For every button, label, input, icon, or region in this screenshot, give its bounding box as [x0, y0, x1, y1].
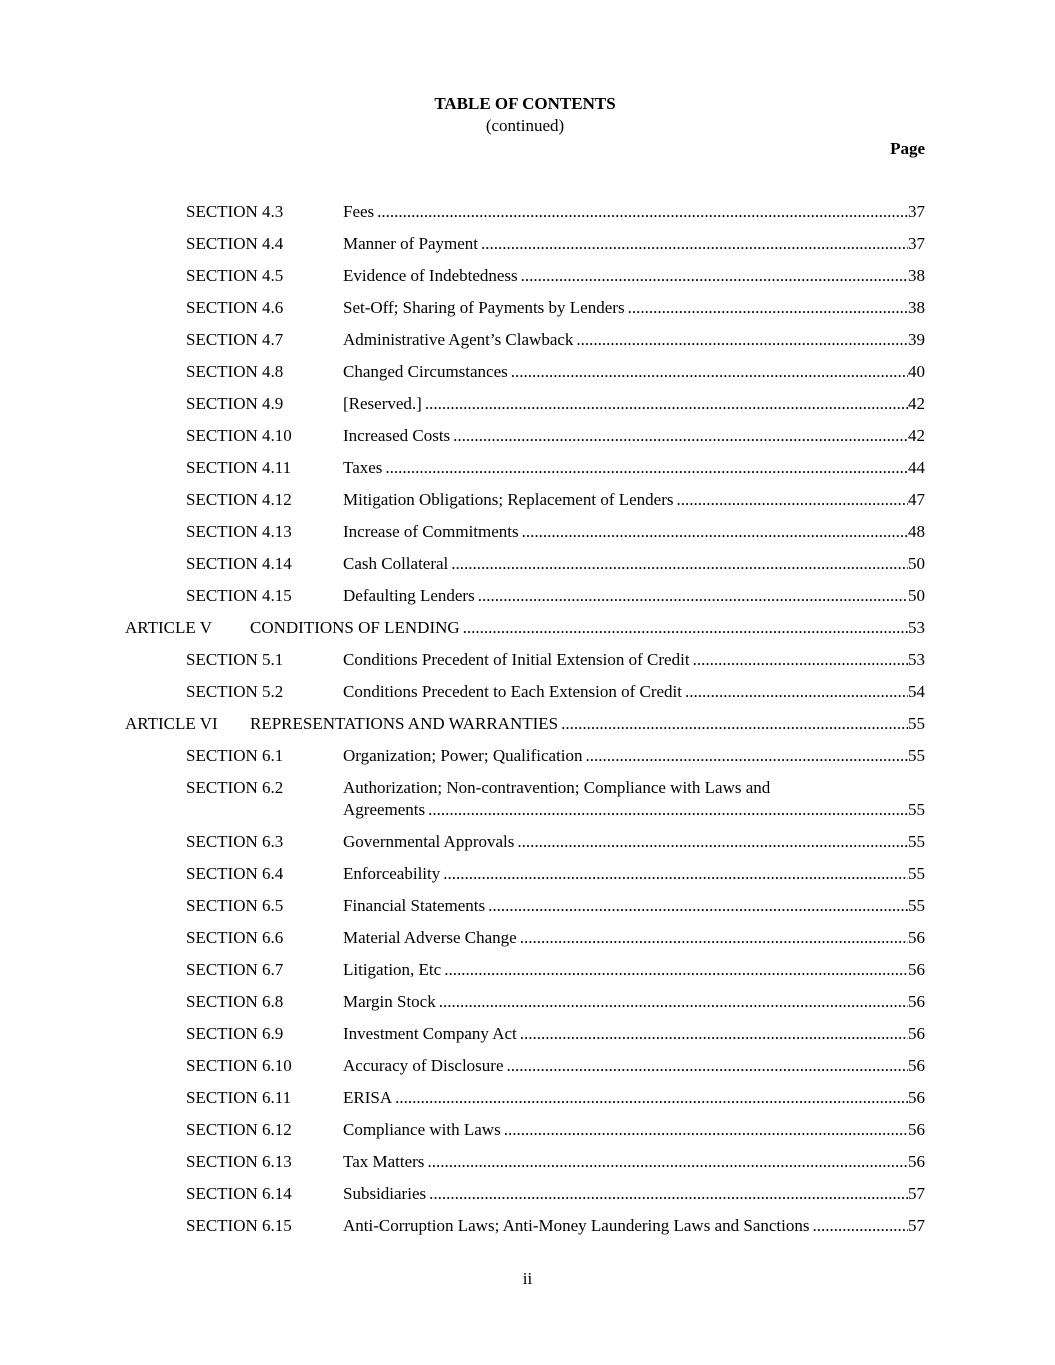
- toc-entry-body: [343, 745, 925, 767]
- toc-entry-title: Material Adverse Change: [343, 928, 517, 947]
- toc-entry-title: Governmental Approvals: [343, 832, 515, 851]
- doc-subtitle: (continued): [485, 116, 565, 135]
- toc-row: [125, 1023, 925, 1045]
- toc-entry-title: Litigation, Etc: [343, 960, 442, 979]
- toc-entry-label: SECTION 5.1: [186, 650, 284, 669]
- toc-entry-title-line2-row: [343, 799, 925, 821]
- dot-leader: [504, 1119, 908, 1141]
- toc-entry-body: [343, 361, 925, 383]
- toc-entry-label: SECTION 4.15: [186, 586, 292, 605]
- toc-row: [125, 393, 925, 415]
- toc-entry-title: Authorization; Non-contravention; Compliance with Laws and: [343, 778, 771, 797]
- toc-entry-title: Mitigation Obligations; Replacement of Lenders: [343, 490, 674, 509]
- dot-leader: [685, 681, 908, 703]
- dot-leader: [488, 895, 908, 917]
- toc-entry-body: [343, 895, 925, 917]
- toc-entry-label: SECTION 6.8: [186, 992, 284, 1011]
- toc-entry-page: 39: [908, 330, 925, 349]
- toc-entry-label: SECTION 4.7: [186, 330, 284, 349]
- toc-entry-page: 55: [908, 832, 925, 851]
- toc-row: [125, 991, 925, 1013]
- toc-entry-page: 53: [908, 650, 925, 669]
- toc-entry-label: SECTION 4.13: [186, 522, 292, 541]
- toc-entry-page: 42: [908, 426, 925, 445]
- toc-entry-title: Manner of Payment: [343, 234, 479, 253]
- toc-entry-label: SECTION 4.9: [186, 394, 284, 413]
- toc-row: [125, 1087, 925, 1109]
- dot-leader: [586, 745, 908, 767]
- document-header: [125, 93, 925, 160]
- toc-entry-title: Evidence of Indebtedness: [343, 266, 518, 285]
- toc-entry-title: Increased Costs: [343, 426, 451, 445]
- toc-entries: [125, 201, 925, 1237]
- dot-leader: [385, 457, 908, 479]
- dot-leader: [443, 863, 908, 885]
- doc-title: TABLE OF CONTENTS: [434, 94, 616, 113]
- dot-leader: [481, 233, 908, 255]
- toc-entry-body: [343, 393, 925, 415]
- dot-leader: [520, 927, 908, 949]
- toc-entry-page: 53: [908, 618, 925, 637]
- toc-entry-page: 56: [908, 1056, 925, 1075]
- toc-entry-body: [343, 831, 925, 853]
- toc-entry-label: SECTION 6.7: [186, 960, 284, 979]
- toc-entry-label: SECTION 6.12: [186, 1120, 292, 1139]
- toc-entry-body: [343, 1087, 925, 1109]
- toc-row: [125, 681, 925, 703]
- toc-entry-body: [343, 233, 925, 255]
- dot-leader: [812, 1215, 908, 1237]
- toc-entry-page: 55: [908, 714, 925, 733]
- toc-entry-body: [343, 959, 925, 981]
- toc-row: [125, 425, 925, 447]
- toc-entry-title: Margin Stock: [343, 992, 436, 1011]
- toc-entry-label: SECTION 6.13: [186, 1152, 292, 1171]
- toc-entry-body: [343, 201, 925, 223]
- toc-row: [125, 831, 925, 853]
- toc-row: [125, 361, 925, 383]
- toc-entry-label: SECTION 4.5: [186, 266, 284, 285]
- toc-entry-label: SECTION 4.4: [186, 234, 284, 253]
- toc-entry-label: ARTICLE V: [125, 618, 212, 637]
- dot-leader: [511, 361, 908, 383]
- toc-entry-title: Conditions Precedent of Initial Extension of Credit: [343, 650, 690, 669]
- toc-entry-page: 55: [908, 746, 925, 765]
- toc-entry-label: SECTION 4.3: [186, 202, 284, 221]
- toc-entry-label: SECTION 4.14: [186, 554, 292, 573]
- toc-entry-title: CONDITIONS OF LENDING: [250, 618, 460, 637]
- toc-entry-page: 57: [908, 1184, 925, 1203]
- toc-entry-body: [343, 585, 925, 607]
- toc-row: [125, 617, 925, 639]
- toc-entry-page: 56: [908, 992, 925, 1011]
- dot-leader: [507, 1055, 909, 1077]
- dot-leader: [561, 713, 908, 735]
- toc-entry-page: 57: [908, 1216, 925, 1235]
- toc-row: [125, 489, 925, 511]
- toc-entry-body: [343, 777, 925, 821]
- toc-entry-title: Enforceability: [343, 864, 441, 883]
- toc-entry-body: [343, 521, 925, 543]
- toc-row: [125, 1119, 925, 1141]
- toc-row: [125, 863, 925, 885]
- toc-entry-body: [343, 1119, 925, 1141]
- dot-leader: [428, 799, 908, 821]
- toc-row: [125, 297, 925, 319]
- toc-entry-page: 38: [908, 266, 925, 285]
- toc-entry-body: [343, 489, 925, 511]
- toc-entry-page: 44: [908, 458, 925, 477]
- toc-row: [125, 927, 925, 949]
- toc-entry-body: [250, 713, 925, 735]
- toc-entry-label: SECTION 4.8: [186, 362, 284, 381]
- footer-page-number: ii: [522, 1269, 533, 1288]
- toc-entry-title: Cash Collateral: [343, 554, 449, 573]
- toc-entry-label: SECTION 6.14: [186, 1184, 292, 1203]
- toc-entry-label: SECTION 6.11: [186, 1088, 292, 1107]
- dot-leader: [444, 959, 908, 981]
- toc-entry-label: SECTION 6.5: [186, 896, 284, 915]
- dot-leader: [463, 617, 908, 639]
- page-footer: [0, 1268, 1055, 1290]
- toc-entry-body: [343, 1183, 925, 1205]
- toc-entry-page: 37: [908, 202, 925, 221]
- dot-leader: [395, 1087, 908, 1109]
- toc-entry-page: 37: [908, 234, 925, 253]
- toc-entry-body: [343, 553, 925, 575]
- toc-entry-label: SECTION 4.12: [186, 490, 292, 509]
- toc-entry-body: [343, 681, 925, 703]
- toc-row: [125, 895, 925, 917]
- toc-entry-body: [343, 329, 925, 351]
- toc-entry-label: SECTION 6.2: [186, 778, 284, 797]
- toc-row: [125, 649, 925, 671]
- toc-entry-title: Subsidiaries: [343, 1184, 427, 1203]
- toc-entry-body: [343, 1151, 925, 1173]
- toc-row: [125, 1151, 925, 1173]
- dot-leader: [576, 329, 908, 351]
- toc-entry-body: [343, 1215, 925, 1237]
- toc-entry-title: Accuracy of Disclosure: [343, 1056, 504, 1075]
- dot-leader: [429, 1183, 908, 1205]
- toc-entry-page: 50: [908, 586, 925, 605]
- dot-leader: [520, 1023, 908, 1045]
- toc-entry-label: SECTION 4.6: [186, 298, 284, 317]
- toc-entry-label: SECTION 6.15: [186, 1216, 292, 1235]
- toc-row: [125, 1183, 925, 1205]
- toc-entry-body: [343, 1023, 925, 1045]
- dot-leader: [439, 991, 908, 1013]
- toc-entry-page: 54: [908, 682, 925, 701]
- dot-leader: [676, 489, 908, 511]
- toc-entry-page: 56: [908, 1120, 925, 1139]
- dot-leader: [521, 265, 908, 287]
- toc-entry-page: 55: [908, 896, 925, 915]
- toc-entry-title: Compliance with Laws: [343, 1120, 501, 1139]
- toc-row: [125, 265, 925, 287]
- toc-entry-page: 40: [908, 362, 925, 381]
- toc-entry-page: 38: [908, 298, 925, 317]
- toc-entry-page: 42: [908, 394, 925, 413]
- dot-leader: [517, 831, 908, 853]
- toc-entry-title: ERISA: [343, 1088, 393, 1107]
- toc-entry-label: SECTION 5.2: [186, 682, 284, 701]
- toc-entry-title-continued: Agreements: [343, 800, 426, 819]
- toc-entry-page: 56: [908, 960, 925, 979]
- toc-row: [125, 521, 925, 543]
- toc-entry-body: [343, 457, 925, 479]
- toc-entry-body: [343, 1055, 925, 1077]
- toc-entry-label: SECTION 4.11: [186, 458, 292, 477]
- toc-entry-body: [343, 297, 925, 319]
- dot-leader: [628, 297, 908, 319]
- toc-entry-page: 47: [908, 490, 925, 509]
- toc-entry-body: [250, 617, 925, 639]
- toc-entry-title: Fees: [343, 202, 375, 221]
- toc-row: [125, 745, 925, 767]
- toc-entry-label: SECTION 6.9: [186, 1024, 284, 1043]
- dot-leader: [377, 201, 908, 223]
- toc-entry-label: SECTION 6.6: [186, 928, 284, 947]
- toc-entry-title: Taxes: [343, 458, 383, 477]
- toc-entry-page: 56: [908, 1088, 925, 1107]
- dot-leader: [451, 553, 908, 575]
- toc-entry-title: Set-Off; Sharing of Payments by Lenders: [343, 298, 625, 317]
- toc-entry-page: 56: [908, 928, 925, 947]
- toc-entry-title: [Reserved.]: [343, 394, 422, 413]
- toc-entry-body: [343, 425, 925, 447]
- toc-entry-page: 56: [908, 1152, 925, 1171]
- toc-row: [125, 585, 925, 607]
- toc-entry-title: Organization; Power; Qualification: [343, 746, 583, 765]
- toc-entry-title: Tax Matters: [343, 1152, 425, 1171]
- toc-entry-page: 48: [908, 522, 925, 541]
- toc-entry-label: ARTICLE VI: [125, 714, 218, 733]
- toc-entry-title: Increase of Commitments: [343, 522, 519, 541]
- toc-entry-page: 55: [908, 800, 925, 819]
- toc-row: [125, 777, 925, 821]
- toc-row: [125, 201, 925, 223]
- dot-leader: [693, 649, 908, 671]
- toc-entry-title: Administrative Agent’s Clawback: [343, 330, 574, 349]
- toc-entry-page: 50: [908, 554, 925, 573]
- toc-entry-body: [343, 863, 925, 885]
- toc-entry-body: [343, 265, 925, 287]
- dot-leader: [427, 1151, 908, 1173]
- toc-entry-label: SECTION 6.3: [186, 832, 284, 851]
- toc-entry-label: SECTION 6.10: [186, 1056, 292, 1075]
- dot-leader: [522, 521, 908, 543]
- toc-row: [125, 233, 925, 255]
- toc-entry-title: Defaulting Lenders: [343, 586, 475, 605]
- toc-entry-body: [343, 927, 925, 949]
- toc-row: [125, 457, 925, 479]
- toc-entry-page: 55: [908, 864, 925, 883]
- toc-entry-title: Investment Company Act: [343, 1024, 517, 1043]
- toc-entry-label: SECTION 4.10: [186, 426, 292, 445]
- toc-entry-title: REPRESENTATIONS AND WARRANTIES: [250, 714, 559, 733]
- toc-row: [125, 713, 925, 735]
- dot-leader: [425, 393, 908, 415]
- toc-row: [125, 1215, 925, 1237]
- dot-leader: [453, 425, 908, 447]
- toc-row: [125, 1055, 925, 1077]
- toc-entry-title: Conditions Precedent to Each Extension of Credit: [343, 682, 682, 701]
- page-column-header: Page: [890, 139, 925, 158]
- toc-entry-title: Financial Statements: [343, 896, 486, 915]
- toc-entry-label: SECTION 6.1: [186, 746, 284, 765]
- toc-entry-label: SECTION 6.4: [186, 864, 284, 883]
- toc-row: [125, 959, 925, 981]
- toc-entry-title: Changed Circumstances: [343, 362, 508, 381]
- toc-entry-body: [343, 991, 925, 1013]
- toc-row: [125, 553, 925, 575]
- toc-row: [125, 329, 925, 351]
- dot-leader: [478, 585, 908, 607]
- toc-entry-title: Anti-Corruption Laws; Anti-Money Laundering Laws and Sanctions: [343, 1216, 810, 1235]
- toc-entry-body: [343, 649, 925, 671]
- toc-entry-page: 56: [908, 1024, 925, 1043]
